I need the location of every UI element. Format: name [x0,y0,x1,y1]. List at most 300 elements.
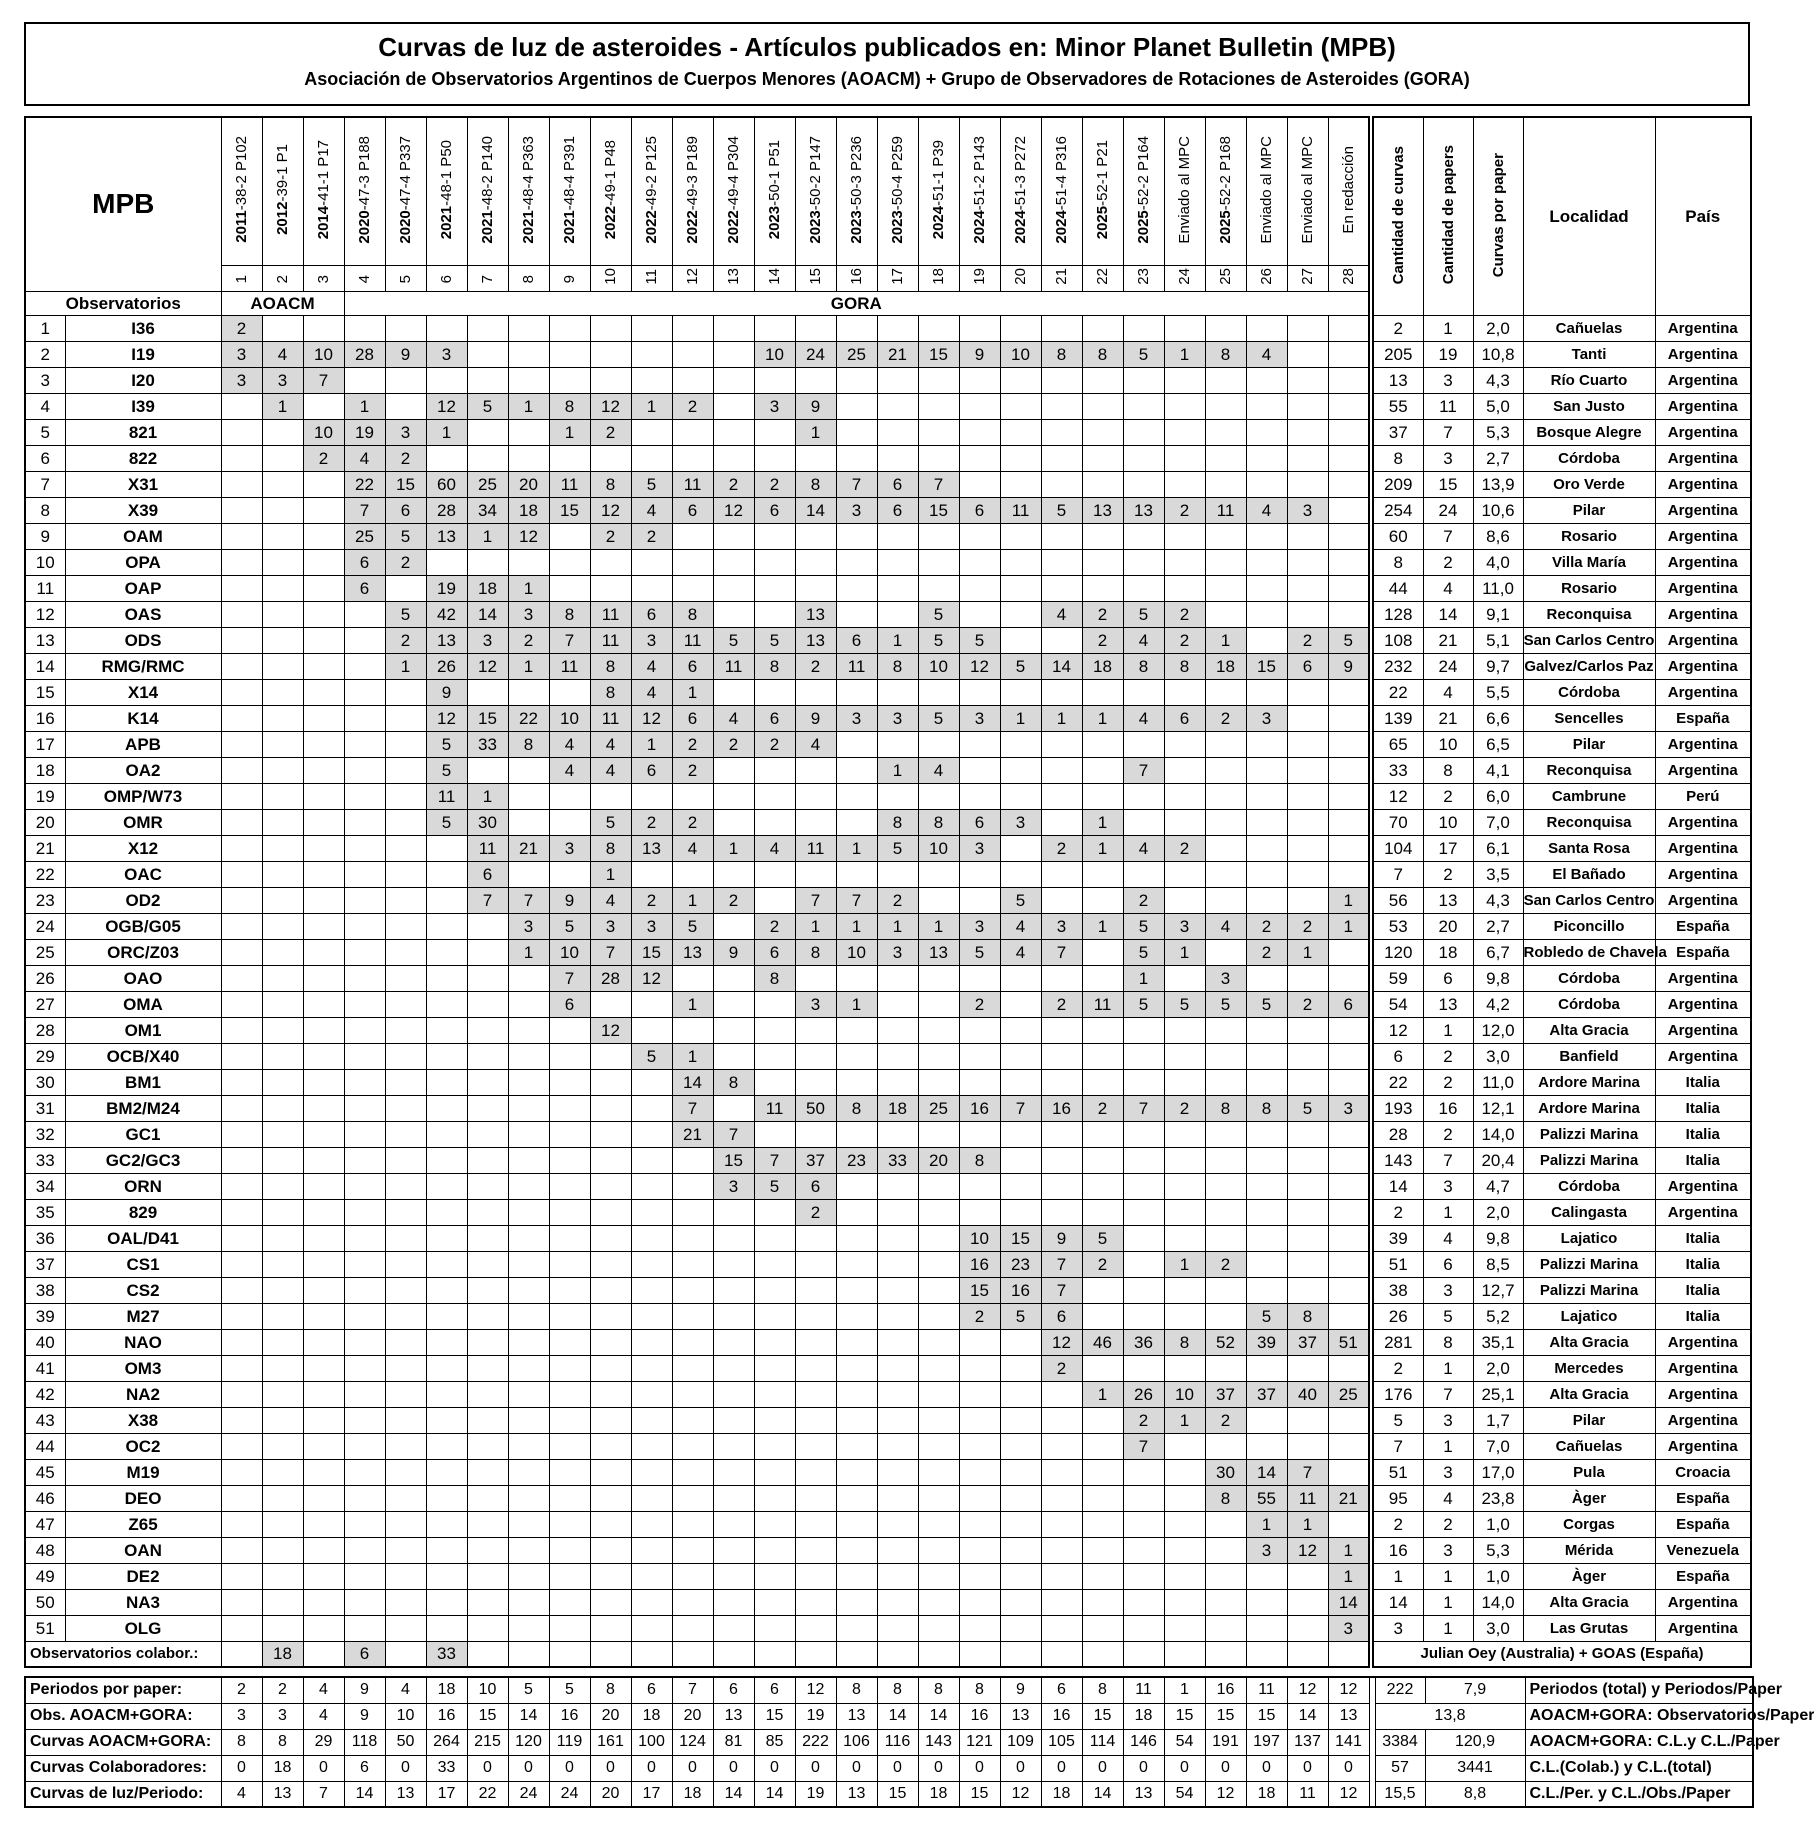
curve-count-cell [672,341,713,367]
curve-count-cell [918,549,959,575]
curve-count-cell [344,1095,385,1121]
table-row [25,575,1369,601]
curve-count-cell [1082,471,1123,497]
pais: Argentina [1655,1017,1751,1043]
totals-value: 14 [1082,1781,1123,1807]
curve-count-cell [754,861,795,887]
curve-count-cell: 12 [426,705,467,731]
cantidad-curvas: 281 [1373,1329,1423,1355]
paper-number-text: 18 [930,268,948,285]
observatory-code: OD2 [65,887,221,913]
curve-count-cell [754,523,795,549]
curve-count-cell [959,731,1000,757]
curve-count-cell [1287,809,1328,835]
row-number: 16 [25,705,65,731]
curve-count-cell [221,393,262,419]
curve-count-cell: 7 [303,367,344,393]
table-row [25,679,1369,705]
curve-count-cell [795,1121,836,1147]
curve-count-cell: 33 [877,1147,918,1173]
curve-count-cell [385,1017,426,1043]
curve-count-cell [1123,1173,1164,1199]
curve-count-cell: 5 [918,705,959,731]
curve-count-cell [1164,523,1205,549]
curve-count-cell [959,445,1000,471]
curve-count-cell [385,1043,426,1069]
curve-count-cell: 23 [1000,1251,1041,1277]
curve-count-cell [877,965,918,991]
paper-ref: -52-1 P21 [1094,140,1112,206]
curve-count-cell [1328,783,1369,809]
totals-description: AOACM+GORA: Observatorios/Paper [1525,1703,1753,1729]
curve-count-cell [1328,1017,1369,1043]
collab-count-cell [303,1641,344,1667]
totals-value: 19 [795,1781,836,1807]
totals-value: 13 [262,1781,303,1807]
curve-count-cell [754,1563,795,1589]
curve-count-cell [1123,1459,1164,1485]
curve-count-cell [877,1537,918,1563]
curve-count-cell: 9 [959,341,1000,367]
row-number: 39 [25,1303,65,1329]
totals-value: 16 [1041,1703,1082,1729]
pais: Argentina [1655,627,1751,653]
curve-count-cell [344,1589,385,1615]
row-number: 20 [25,809,65,835]
summary-row [1373,809,1751,835]
totals-value: 13 [836,1703,877,1729]
curve-count-cell [1328,1043,1369,1069]
curve-count-cell: 2 [631,809,672,835]
curve-count-cell [754,1043,795,1069]
curve-count-cell [631,991,672,1017]
curve-count-cell [1328,1199,1369,1225]
curve-count-cell [590,1407,631,1433]
curve-count-cell [221,1459,262,1485]
row-number: 9 [25,523,65,549]
curve-count-cell [1041,549,1082,575]
curve-count-cell: 3 [1000,809,1041,835]
table-row [25,757,1369,783]
curve-count-cell: 12 [590,393,631,419]
curve-count-cell [1164,575,1205,601]
curve-count-cell: 5 [1164,991,1205,1017]
row-number: 50 [25,1589,65,1615]
paper-ref: -41-1 P17 [315,140,333,206]
curve-count-cell [672,1251,713,1277]
summary-row [1373,393,1751,419]
cantidad-papers: 13 [1423,991,1473,1017]
curve-count-cell [959,783,1000,809]
row-number: 2 [25,341,65,367]
curve-count-cell: 1 [549,419,590,445]
curve-count-cell: 7 [1287,1459,1328,1485]
cantidad-curvas: 7 [1373,861,1423,887]
cantidad-papers: 3 [1423,445,1473,471]
localidad: Àger [1523,1563,1655,1589]
curve-count-cell [836,1563,877,1589]
curve-count-cell [508,1147,549,1173]
curve-count-cell [385,1147,426,1173]
totals-value: 4 [303,1703,344,1729]
curve-count-cell [1000,991,1041,1017]
paper-ref: -48-4 P363 [520,135,538,211]
curve-count-cell [221,497,262,523]
curve-count-cell [221,1277,262,1303]
curve-count-cell [672,549,713,575]
curve-count-cell [508,1017,549,1043]
table-row [25,1537,1369,1563]
totals-description: C.L./Per. y C.L./Obs./Paper [1525,1781,1753,1807]
totals-value: 0 [631,1755,672,1781]
localidad: Piconcillo [1523,913,1655,939]
curve-count-cell: 5 [1328,627,1369,653]
collab-count-cell [672,1641,713,1667]
curve-count-cell [713,1095,754,1121]
curve-count-cell [508,1225,549,1251]
table-row [25,1511,1369,1537]
localidad: Bosque Alegre [1523,419,1655,445]
curve-count-cell: 1 [672,887,713,913]
curve-count-cell [590,1563,631,1589]
curve-count-cell [918,1173,959,1199]
curve-count-cell [426,1433,467,1459]
curve-count-cell [1082,367,1123,393]
curve-count-cell [426,1173,467,1199]
cantidad-curvas-header-text: Cantidad de curvas [1389,145,1407,284]
curve-count-cell [262,835,303,861]
curve-count-cell [1205,419,1246,445]
cantidad-papers: 1 [1423,1589,1473,1615]
curve-count-cell [959,861,1000,887]
curve-count-cell [262,1485,303,1511]
curve-count-cell [1328,575,1369,601]
totals-value: 146 [1123,1729,1164,1755]
curve-count-cell: 1 [918,913,959,939]
totals-value: 4 [385,1677,426,1703]
curve-count-cell [1082,1615,1123,1641]
curve-count-cell: 9 [1041,1225,1082,1251]
cantidad-curvas: 51 [1373,1459,1423,1485]
curve-count-cell: 7 [713,1121,754,1147]
curve-count-cell [262,731,303,757]
totals-value: 15 [1164,1703,1205,1729]
curve-count-cell: 8 [1246,1095,1287,1121]
curve-count-cell: 26 [426,653,467,679]
pais: Argentina [1655,1433,1751,1459]
curve-count-cell [1041,419,1082,445]
curve-count-cell [1082,523,1123,549]
curve-count-cell [795,861,836,887]
totals-value: 12 [1328,1677,1369,1703]
curve-count-cell [1287,1563,1328,1589]
paper-name [1095,140,1110,239]
totals-label: Obs. AOACM+GORA: [25,1703,221,1729]
curve-count-cell: 8 [590,471,631,497]
curve-count-cell: 13 [795,601,836,627]
curve-count-cell: 2 [713,731,754,757]
curve-count-cell [1000,1407,1041,1433]
curve-count-cell [631,1511,672,1537]
curve-count-cell: 4 [1000,939,1041,965]
curve-count-cell: 2 [631,523,672,549]
curve-count-cell [1164,549,1205,575]
curve-count-cell [303,601,344,627]
curve-count-cell: 2 [303,445,344,471]
curve-count-cell: 1 [877,627,918,653]
curve-count-cell [385,367,426,393]
curve-count-cell: 7 [1000,1095,1041,1121]
curve-count-cell [1205,939,1246,965]
curve-count-cell [795,1381,836,1407]
curve-count-cell [262,939,303,965]
curve-count-cell: 2 [1164,627,1205,653]
observatory-code: 821 [65,419,221,445]
curvas-por-paper: 10,8 [1473,341,1523,367]
totals-value: 0 [959,1755,1000,1781]
paper-header [303,117,344,265]
curve-count-cell [1287,1147,1328,1173]
curve-count-cell: 3 [1287,497,1328,523]
pais: Perú [1655,783,1751,809]
paper-ref: -49-4 P304 [725,135,743,211]
totals-value: 15 [467,1703,508,1729]
curve-count-cell [1123,315,1164,341]
curve-count-cell [1205,1303,1246,1329]
curve-count-cell [1328,1355,1369,1381]
curve-count-cell [836,1355,877,1381]
curve-count-cell [672,1511,713,1537]
curve-count-cell [1164,419,1205,445]
curve-count-cell [508,341,549,367]
curvas-por-paper: 5,3 [1473,1537,1523,1563]
curve-count-cell [1287,341,1328,367]
localidad: Alta Gracia [1523,1017,1655,1043]
curve-count-cell [1246,1407,1287,1433]
cantidad-papers: 24 [1423,653,1473,679]
collab-count-cell [508,1641,549,1667]
curve-count-cell [262,809,303,835]
table-row [25,809,1369,835]
curve-count-cell [467,1407,508,1433]
curve-count-cell: 3 [221,367,262,393]
curve-count-cell: 4 [754,835,795,861]
summary-row [1373,1355,1751,1381]
cantidad-curvas: 6 [1373,1043,1423,1069]
curve-count-cell [713,341,754,367]
cantidad-curvas: 55 [1373,393,1423,419]
curve-count-cell [1205,1069,1246,1095]
summary-row [1373,1485,1751,1511]
totals-label: Curvas AOACM+GORA: [25,1729,221,1755]
curve-count-cell: 5 [1123,991,1164,1017]
paper-number-text: 4 [356,275,374,284]
collab-label: Observatorios colabor.: [25,1641,221,1667]
curve-count-cell: 1 [713,835,754,861]
curve-count-cell [549,1017,590,1043]
cantidad-papers: 5 [1423,1303,1473,1329]
curve-count-cell [549,1173,590,1199]
curve-count-cell [221,549,262,575]
curve-count-cell: 6 [754,705,795,731]
summary-row [1373,627,1751,653]
paper-year: 2012 [274,201,292,236]
curve-count-cell [1000,393,1041,419]
curvas-por-paper: 17,0 [1473,1459,1523,1485]
curve-count-cell: 11 [467,835,508,861]
curve-count-cell: 5 [1123,939,1164,965]
localidad: Robledo de Chavela [1523,939,1655,965]
curve-count-cell: 5 [549,913,590,939]
curve-count-cell [1164,1043,1205,1069]
curve-count-cell [467,1459,508,1485]
curve-count-cell [262,445,303,471]
curve-count-cell [795,809,836,835]
curve-count-cell [385,1511,426,1537]
curve-count-cell [754,601,795,627]
curve-count-cell: 12 [959,653,1000,679]
paper-name [1300,136,1315,244]
curve-count-cell [1246,965,1287,991]
curve-count-cell: 7 [836,471,877,497]
curve-count-cell [467,1381,508,1407]
cantidad-curvas: 104 [1373,835,1423,861]
curve-count-cell [1164,1615,1205,1641]
row-number: 41 [25,1355,65,1381]
curve-count-cell [467,757,508,783]
paper-ref: -47-3 P188 [356,135,374,211]
totals-value: 54 [1164,1781,1205,1807]
curve-count-cell [344,705,385,731]
curve-count-cell [713,1355,754,1381]
pais: Argentina [1655,679,1751,705]
curve-count-cell [672,419,713,445]
curve-count-cell: 1 [877,757,918,783]
curve-count-cell [1205,783,1246,809]
summary-row [1373,1303,1751,1329]
curve-count-cell: 1 [385,653,426,679]
curve-count-cell [672,1329,713,1355]
paper-year: 2021 [561,210,579,244]
curve-count-cell: 3 [754,393,795,419]
curve-count-cell [836,1589,877,1615]
curve-count-cell [1205,1433,1246,1459]
pais: Argentina [1655,887,1751,913]
curve-count-cell [1205,757,1246,783]
curve-count-cell [877,393,918,419]
curve-count-cell [590,1225,631,1251]
pais: Argentina [1655,341,1751,367]
curve-count-cell [1287,835,1328,861]
curve-count-cell: 8 [836,1095,877,1121]
curve-count-cell [713,783,754,809]
curve-count-cell [1041,523,1082,549]
curve-count-cell [549,315,590,341]
curve-count-cell: 7 [836,887,877,913]
curve-count-cell [385,1537,426,1563]
curve-count-cell: 8 [754,965,795,991]
curve-count-cell [836,1069,877,1095]
curve-count-cell [1082,887,1123,913]
curve-count-cell: 11 [590,705,631,731]
curve-count-cell [754,315,795,341]
curve-count-cell [549,445,590,471]
table-row [25,1381,1369,1407]
curve-count-cell [344,1017,385,1043]
observatory-code: K14 [65,705,221,731]
table-row [25,1407,1369,1433]
curve-count-cell [344,1225,385,1251]
totals-value: 12 [1000,1781,1041,1807]
curve-count-cell: 5 [426,757,467,783]
curve-count-cell [918,1199,959,1225]
curve-count-cell: 4 [631,679,672,705]
curve-count-cell [672,1407,713,1433]
curve-count-cell: 25 [836,341,877,367]
curve-count-cell [754,1225,795,1251]
paper-name [685,136,700,244]
pais: Argentina [1655,1615,1751,1641]
curve-count-cell [713,1589,754,1615]
curve-count-cell: 5 [959,627,1000,653]
curve-count-cell [344,991,385,1017]
paper-year: 2022 [725,210,743,244]
paper-number [713,265,754,291]
curve-count-cell [508,1095,549,1121]
curve-count-cell [918,315,959,341]
collab-count-cell: 33 [426,1641,467,1667]
curve-count-cell: 12 [1041,1329,1082,1355]
curve-count-cell [713,809,754,835]
curve-count-cell [262,1433,303,1459]
curve-count-cell [426,1095,467,1121]
curve-count-cell [1041,1537,1082,1563]
curve-count-cell: 2 [1246,939,1287,965]
curve-count-cell [549,1407,590,1433]
curve-count-cell [303,835,344,861]
curve-count-cell [959,1563,1000,1589]
curve-count-cell [1123,1017,1164,1043]
totals-row [25,1729,1753,1755]
curve-count-cell: 8 [1082,341,1123,367]
curve-count-cell: 19 [426,575,467,601]
curve-count-cell [918,1615,959,1641]
curve-count-cell [1164,1225,1205,1251]
curve-count-cell [385,861,426,887]
table-row [25,887,1369,913]
curve-count-cell [262,1225,303,1251]
paper-number [1287,265,1328,291]
summary-row [1373,705,1751,731]
curve-count-cell [836,1251,877,1277]
curvas-por-paper: 4,2 [1473,991,1523,1017]
curve-count-cell [426,1121,467,1147]
curve-count-cell [590,1615,631,1641]
curve-count-cell [426,887,467,913]
curve-count-cell [1205,445,1246,471]
curve-count-cell [713,549,754,575]
curve-count-cell [1041,757,1082,783]
totals-value: 3 [262,1703,303,1729]
curve-count-cell [959,1017,1000,1043]
totals-value: 116 [877,1729,918,1755]
curve-count-cell [1287,549,1328,575]
curve-count-cell [303,913,344,939]
curve-count-cell [1000,1433,1041,1459]
localidad: Tanti [1523,341,1655,367]
curve-count-cell: 11 [1205,497,1246,523]
curve-count-cell [754,1355,795,1381]
